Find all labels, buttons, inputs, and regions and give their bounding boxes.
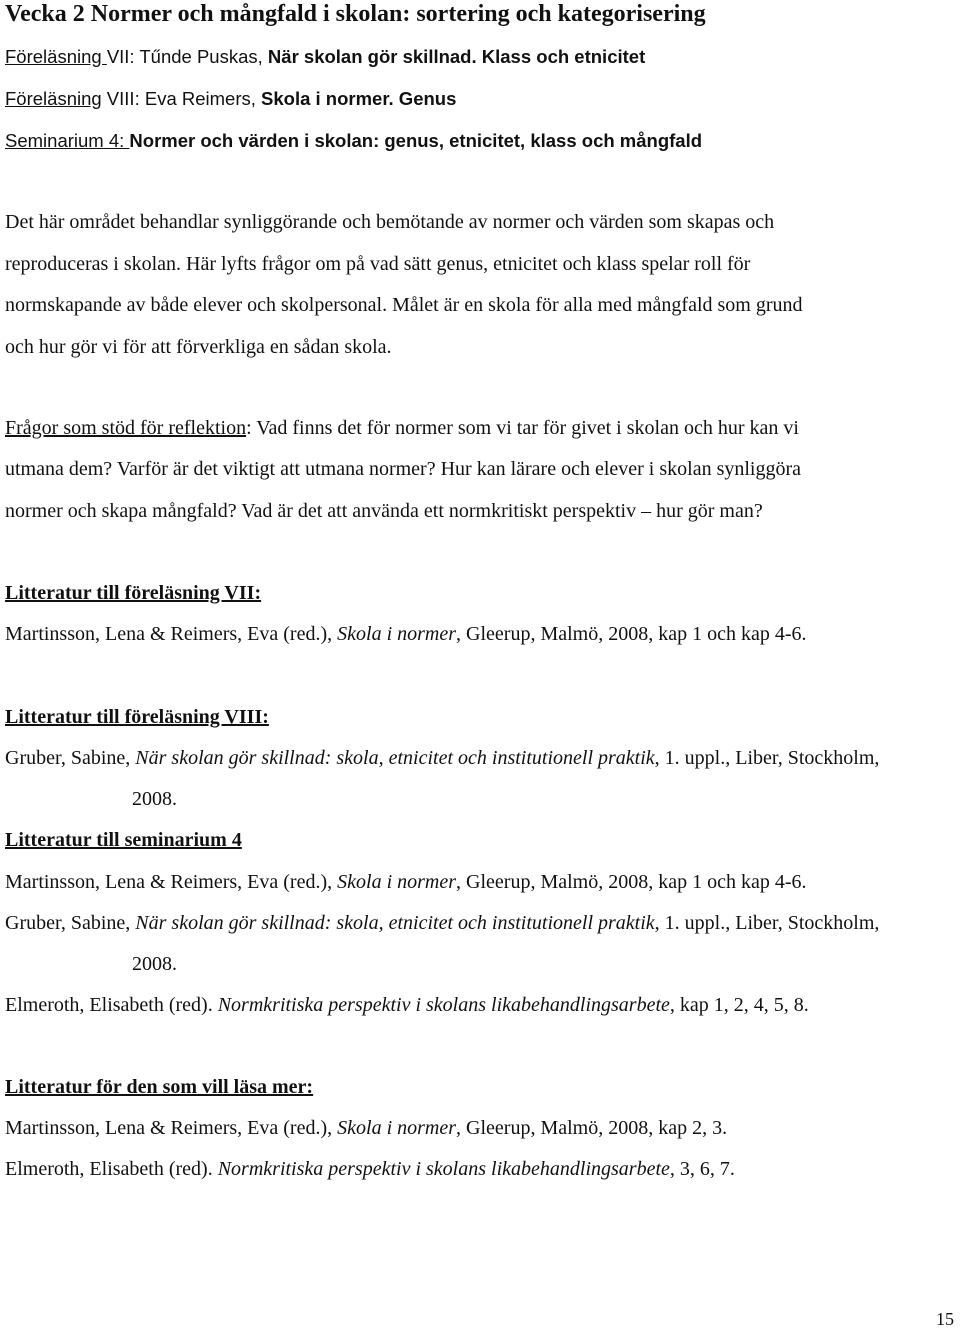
ref-authors: Gruber, Sabine, — [5, 912, 136, 934]
lit-lecture-8-ref-gruber-year: 2008. — [132, 788, 177, 810]
ref-authors: Elmeroth, Elisabeth (red). — [5, 994, 218, 1016]
schedule-lecture-7 — [5, 45, 645, 69]
lit-lecture-7-ref-martinsson — [5, 622, 807, 646]
reflection-label: Frågor som stöd för reflektion — [5, 417, 247, 439]
reflection-line-1 — [5, 416, 799, 440]
ref-authors: Martinsson, Lena & Reimers, Eva (red.), — [5, 623, 338, 645]
seminar-4-topic: Normer och värden i skolan: genus, etnicitet, klass och mångfald — [129, 130, 703, 151]
ref-title: Normkritiska perspektiv i skolans likabehandlingsarbete — [217, 994, 670, 1016]
reflection-text-1: : Vad finns det för normer som vi tar för givet i skolan och hur kan vi — [246, 417, 799, 439]
ref-title: Skola i normer — [337, 623, 457, 645]
lecture-8-topic: Skola i normer. Genus — [261, 88, 457, 109]
ref-title: När skolan gör skillnad: skola, etnicitet och institutionell praktik — [135, 747, 655, 769]
schedule-lecture-8 — [5, 87, 456, 111]
ref-title: Normkritiska perspektiv i skolans likabehandlingsarbete — [217, 1158, 670, 1180]
ref-authors: Elmeroth, Elisabeth (red). — [5, 1158, 218, 1180]
lecture-8-lecturer: VIII: Eva Reimers, — [101, 88, 262, 109]
ref-title: När skolan gör skillnad: skola, etnicitet och institutionell praktik — [135, 912, 655, 934]
ref-details: , Gleerup, Malmö, 2008, kap 1 och kap 4-6. — [456, 623, 807, 645]
ref-details: , Gleerup, Malmö, 2008, kap 1 och kap 4-6. — [456, 871, 807, 893]
ref-details: , kap 1, 2, 4, 5, 8. — [669, 994, 809, 1016]
ref-details: , 3, 6, 7. — [669, 1158, 735, 1180]
lit-seminar-ref-elmeroth — [5, 993, 809, 1017]
ref-details: , 1. uppl., Liber, Stockholm, — [654, 912, 880, 934]
lecture-7-lecturer: VII: Tűnde Puskas, — [106, 46, 268, 67]
ref-authors: Martinsson, Lena & Reimers, Eva (red.), — [5, 1117, 338, 1139]
intro-line-4: och hur gör vi för att förverkliga en sådan skola. — [5, 336, 392, 358]
lit-further-ref-martinsson — [5, 1116, 727, 1140]
ref-title: Skola i normer — [337, 1117, 457, 1139]
lit-lecture-7-heading: Litteratur till föreläsning VII: — [5, 582, 262, 604]
ref-title: Skola i normer — [337, 871, 457, 893]
ref-authors: Gruber, Sabine, — [5, 747, 136, 769]
lit-lecture-8-heading: Litteratur till föreläsning VIII: — [5, 706, 269, 728]
ref-details: , 1. uppl., Liber, Stockholm, — [654, 747, 880, 769]
lit-further-heading: Litteratur för den som vill läsa mer: — [5, 1076, 314, 1098]
seminar-4-label: Seminarium 4: — [5, 130, 130, 151]
ref-authors: Martinsson, Lena & Reimers, Eva (red.), — [5, 871, 338, 893]
lit-lecture-8-ref-gruber — [5, 746, 879, 770]
lit-seminar-ref-martinsson — [5, 870, 807, 894]
lit-seminar-heading: Litteratur till seminarium 4 — [5, 829, 242, 851]
intro-line-2: reproduceras i skolan. Här lyfts frågor om på vad sätt genus, etnicitet och klass spelar roll för — [5, 253, 751, 275]
lecture-7-label: Föreläsning — [5, 46, 107, 67]
page-title: Vecka 2 Normer och mångfald i skolan: sortering och kategorisering — [5, 1, 706, 27]
intro-line-3: normskapande av både elever och skolpersonal. Målet är en skola för alla med mångfald som grund — [5, 294, 803, 316]
intro-line-1: Det här området behandlar synliggörande och bemötande av normer och värden som skapas och — [5, 211, 775, 233]
lecture-7-topic: När skolan gör skillnad. Klass och etnicitet — [267, 46, 646, 67]
ref-details: , Gleerup, Malmö, 2008, kap 2, 3. — [456, 1117, 728, 1139]
page-number: 15 — [936, 1309, 954, 1329]
schedule-seminar-4 — [5, 129, 702, 153]
reflection-line-3: normer och skapa mångfald? Vad är det att använda ett normkritiskt perspektiv – hur gör man? — [5, 500, 763, 522]
lit-further-ref-elmeroth — [5, 1157, 735, 1181]
lecture-8-label: Föreläsning — [5, 88, 102, 109]
lit-seminar-ref-gruber — [5, 911, 879, 935]
lit-seminar-ref-gruber-year: 2008. — [132, 953, 177, 975]
reflection-line-2: utmana dem? Varför är det viktigt att utmana normer? Hur kan lärare och elever i skolan synliggöra — [5, 458, 802, 480]
